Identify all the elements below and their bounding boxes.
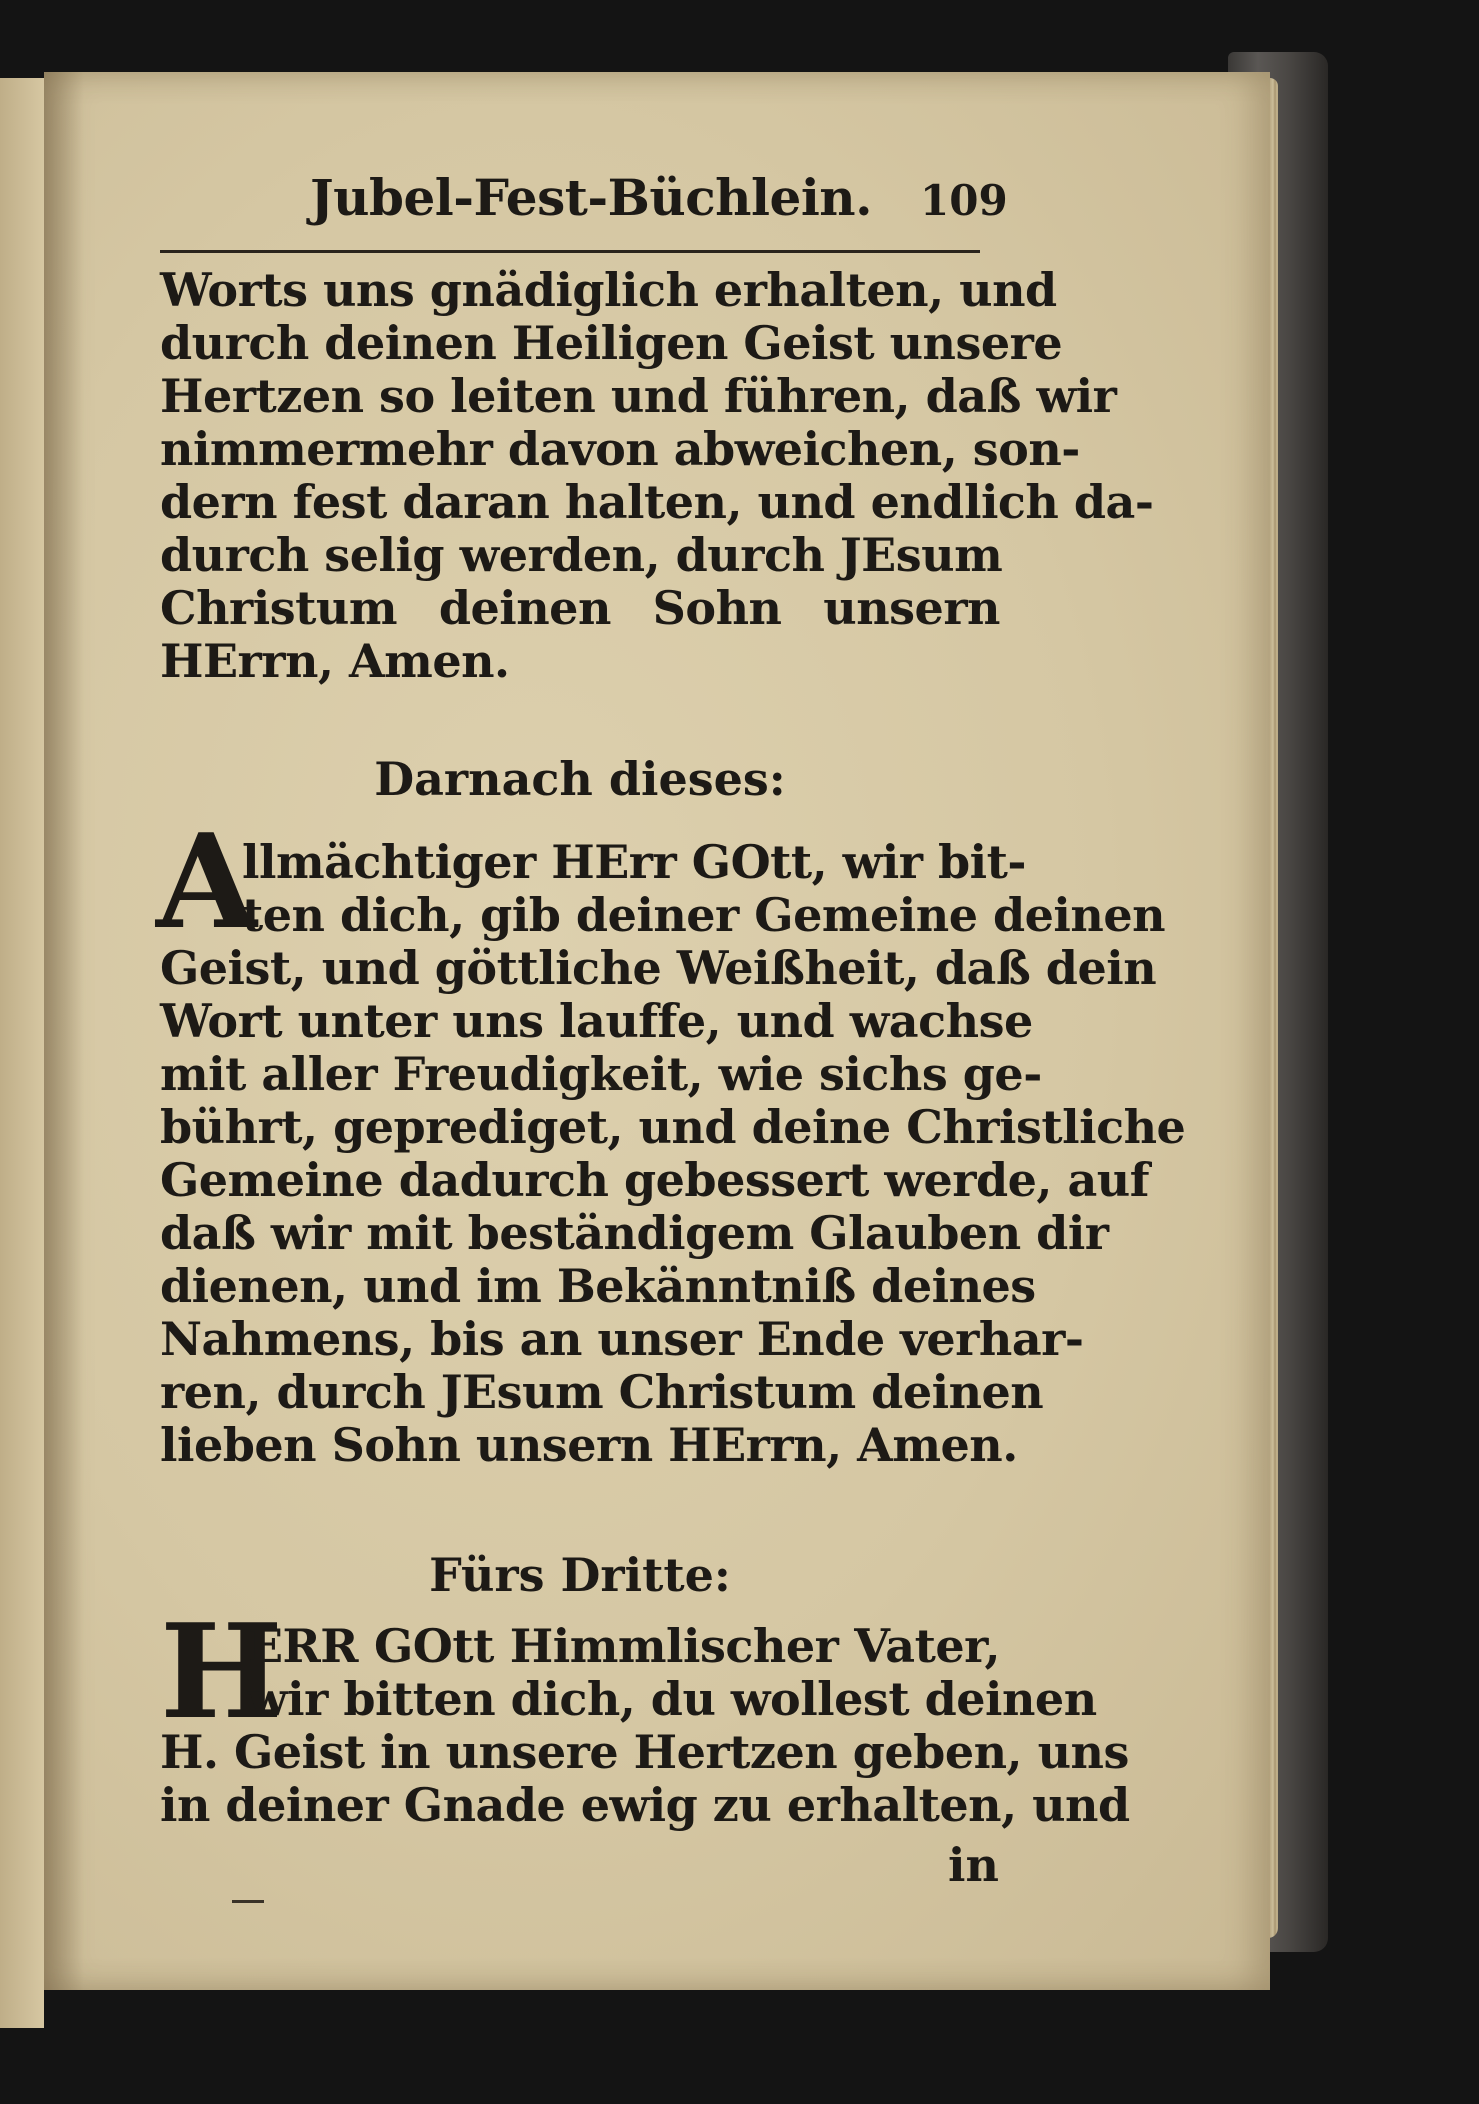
text-line: lieben Sohn unsern HErrn, Amen. [160, 1418, 1018, 1472]
drop-cap: A [156, 805, 257, 958]
text-line: durch deinen Heiligen Geist unsere [160, 316, 1063, 370]
text-line: H. Geist in unsere Hertzen geben, uns [160, 1725, 1129, 1779]
printer-mark [232, 1900, 264, 1903]
text-line: dienen, und im Bekänntniß deines [160, 1259, 1036, 1313]
text-line: nimmermehr davon abweichen, son- [160, 422, 1080, 476]
text-line: Wort unter uns lauffe, und wachse [160, 994, 1033, 1048]
drop-cap: H [160, 1595, 283, 1748]
left-page-edge [0, 78, 44, 2028]
running-head [160, 168, 1008, 248]
text-line: daß wir mit beständigem Glauben dir [160, 1206, 1109, 1260]
running-title: Jubel-Fest-Büchlein. [310, 168, 873, 227]
text-line: ren, durch JEsum Christum deinen [160, 1365, 1044, 1419]
text-line: Geist, und göttliche Weißheit, daß dein [160, 941, 1157, 995]
text-line: Worts uns gnädiglich erhalten, und [160, 263, 1057, 317]
text-line: wir bitten dich, du wollest deinen [248, 1672, 1097, 1726]
page-gutter-shadow [44, 72, 84, 1990]
text-line: HErrn, Amen. [160, 634, 510, 688]
text-line: bührt, geprediget, und deine Christliche [160, 1100, 1186, 1154]
text-line: in deiner Gnade ewig zu erhalten, und [160, 1778, 1130, 1832]
text-line: ten dich, gib deiner Gemeine deinen [242, 888, 1166, 942]
text-line: Christum deinen Sohn unsern [160, 581, 1000, 635]
text-line: Gemeine dadurch gebessert werde, auf [160, 1153, 1149, 1207]
page-number: 109 [920, 176, 1008, 225]
text-line: mit aller Freudigkeit, wie sichs ge- [160, 1047, 1042, 1101]
section-heading: Darnach dieses: [374, 752, 786, 806]
text-line: Hertzen so leiten und führen, daß wir [160, 369, 1117, 423]
text-line: ERR GOtt Himmlischer Vater, [248, 1619, 1000, 1673]
section-heading: Fürs Dritte: [429, 1548, 731, 1602]
text-line: Nahmens, bis an unser Ende verhar- [160, 1312, 1084, 1366]
text-line: llmächtiger HErr GOtt, wir bit- [242, 835, 1026, 889]
header-rule [160, 250, 980, 253]
text-line: dern fest daran halten, und endlich da- [160, 475, 1154, 529]
text-line: durch selig werden, durch JEsum [160, 528, 1003, 582]
catchword: in [948, 1838, 999, 1892]
